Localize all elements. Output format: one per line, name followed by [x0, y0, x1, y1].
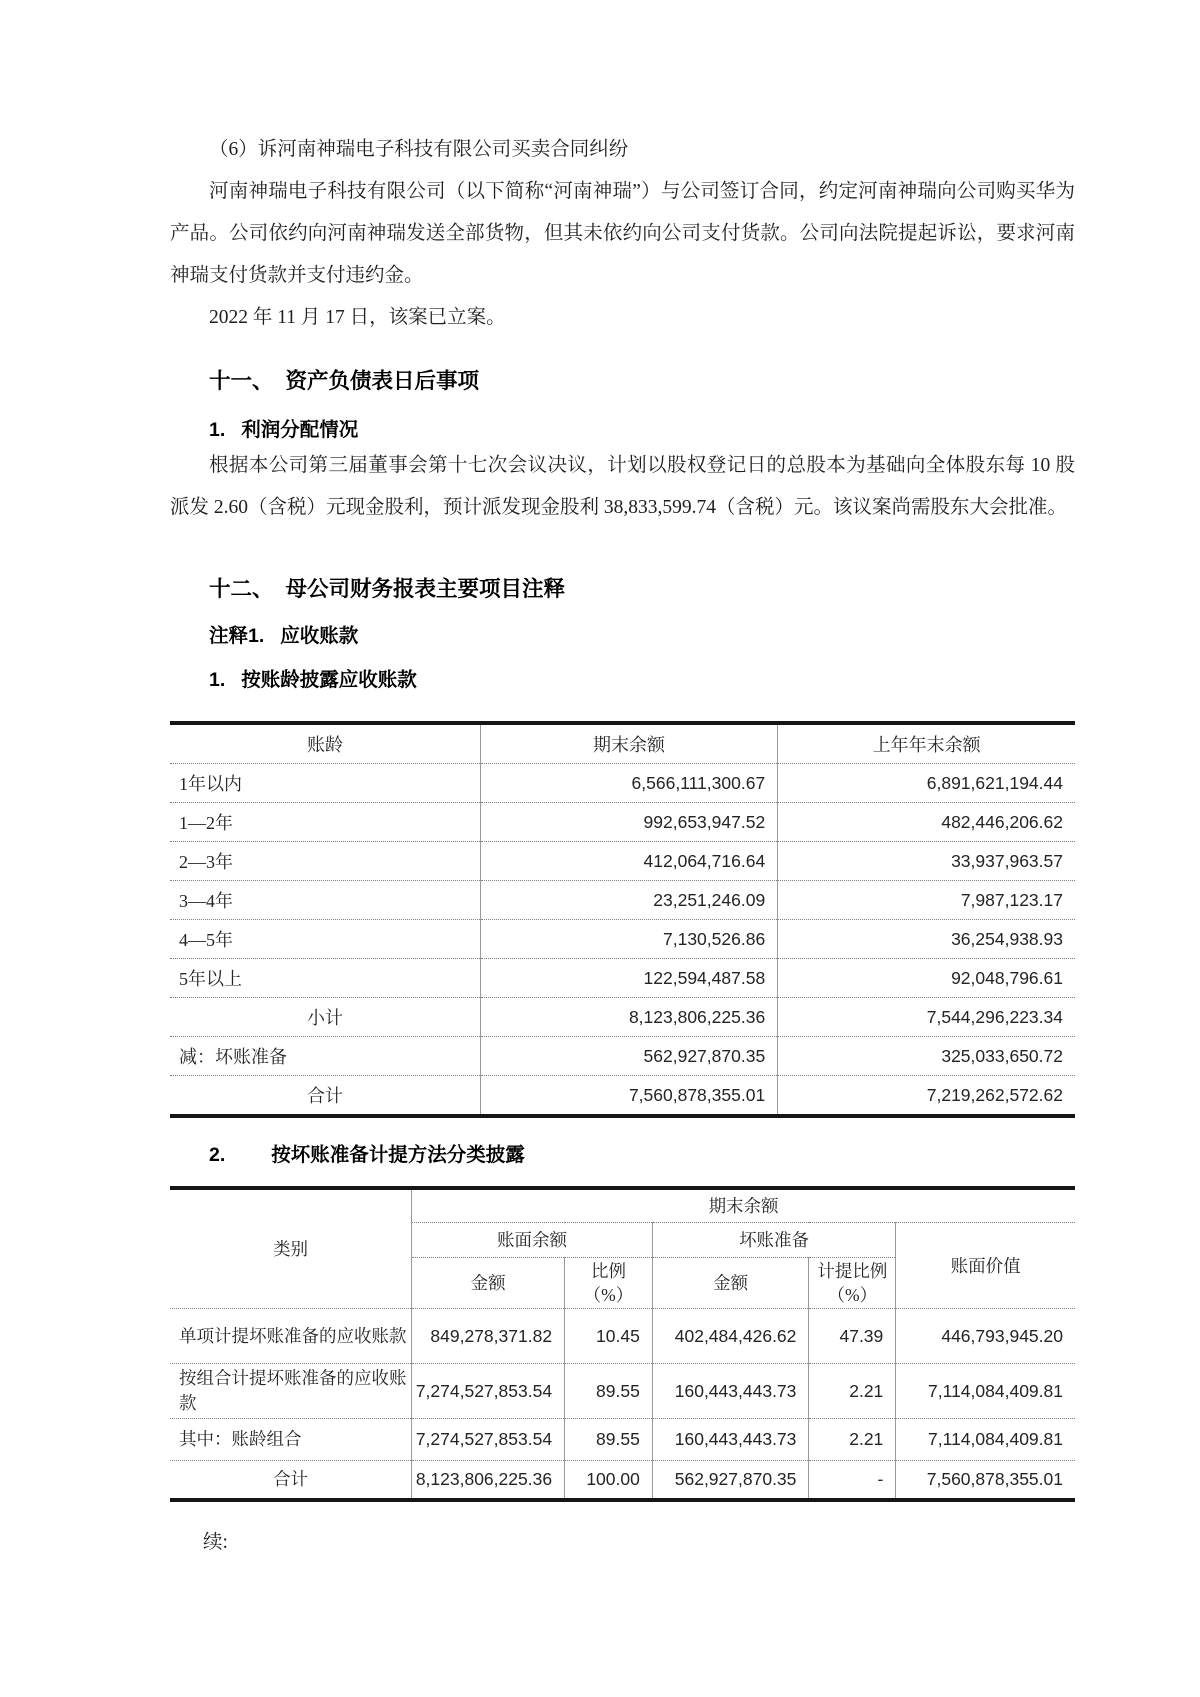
- provision-method-number: 2.: [209, 1144, 226, 1166]
- prior-value-cell: 482,446,206.62: [778, 803, 1075, 842]
- provision-ratio-header-line2: （%）: [827, 1285, 878, 1305]
- prior-value-cell: 7,987,123.17: [778, 881, 1075, 920]
- book-value-cell: 7,560,878,355.01: [896, 1461, 1075, 1501]
- ratio-cell: 89.55: [565, 1364, 653, 1419]
- closing-value-cell: 122,594,487.58: [480, 959, 777, 998]
- table-row: [170, 1419, 1075, 1461]
- closing-value-cell: 23,251,246.09: [480, 881, 777, 920]
- provision-table: [170, 1186, 1075, 1502]
- prior-value-cell: 325,033,650.72: [778, 1037, 1075, 1076]
- book-value-cell: 7,114,084,409.81: [896, 1419, 1075, 1461]
- amount-header-cell: 金额: [412, 1258, 565, 1309]
- litigation-date-line: 2022 年 11 月 17 日，该案已立案。: [209, 307, 506, 328]
- ratio-header-line2: （%）: [583, 1285, 634, 1305]
- total-row: [170, 1076, 1075, 1117]
- aging-disclosure-title: 按账龄披露应收账款: [241, 669, 417, 691]
- closing-value-cell: 992,653,947.52: [480, 803, 777, 842]
- less-provision-label-cell: 减：坏账准备: [170, 1037, 480, 1076]
- bad-ratio-cell: 2.21: [809, 1419, 896, 1461]
- book-value-cell: 446,793,945.20: [896, 1309, 1075, 1364]
- book-value-cell: 7,114,084,409.81: [896, 1364, 1075, 1419]
- provision-method-heading: [170, 1140, 1075, 1170]
- prior-value-cell: 6,891,621,194.44: [778, 764, 1075, 803]
- subtotal-row: [170, 998, 1075, 1037]
- closing-value-cell: 6,566,111,300.67: [480, 764, 777, 803]
- table-row: [170, 764, 1075, 803]
- section-11-sub1-number: 1.: [209, 419, 226, 441]
- prior-value-cell: 7,544,296,223.34: [778, 998, 1075, 1037]
- section-12-heading: [170, 573, 1075, 605]
- category-cell: 其中：账龄组合: [170, 1419, 412, 1461]
- closing-value-cell: 8,123,806,225.36: [480, 998, 777, 1037]
- aging-table-header-row: [170, 723, 1075, 764]
- category-cell: 单项计提坏账准备的应收账款: [170, 1309, 412, 1364]
- continued-label: 续:: [203, 1532, 228, 1553]
- table-row: [170, 1364, 1075, 1419]
- closing-balance-header-cell: 期末余额: [480, 723, 777, 764]
- table-row: [170, 1037, 1075, 1076]
- amount-cell: 7,274,527,853.54: [412, 1419, 565, 1461]
- closing-value-cell: 7,130,526.86: [480, 920, 777, 959]
- amount-cell: 7,274,527,853.54: [412, 1364, 565, 1419]
- subtotal-label-cell: 小计: [170, 998, 480, 1037]
- ratio-cell: 10.45: [565, 1309, 653, 1364]
- book-value-header-cell: 账面价值: [896, 1223, 1075, 1309]
- closing-value-cell: 412,064,716.64: [480, 842, 777, 881]
- profit-distribution-body: 根据本公司第三届董事会第十七次会议决议，计划以股权登记日的总股本为基础向全体股东每 10 股派发 2.60（含税）元现金股利，预计派发现金股利 38,833,599.74（含税）元。该议案尚需股东大会批准。: [170, 455, 1075, 518]
- bad-amount-cell: 402,484,426.62: [652, 1309, 809, 1364]
- prior-value-cell: 92,048,796.61: [778, 959, 1075, 998]
- ratio-header-line1: 比例: [590, 1261, 626, 1281]
- provision-header-row-1: [170, 1188, 1075, 1223]
- total-row: [170, 1461, 1075, 1501]
- aging-label-cell: 2—3年: [170, 842, 480, 881]
- table-row: [170, 803, 1075, 842]
- table-row: [170, 842, 1075, 881]
- aging-label-cell: 1年以内: [170, 764, 480, 803]
- category-header-cell: 类别: [170, 1188, 412, 1309]
- provision-method-title: 按坏账准备计提方法分类披露: [271, 1144, 525, 1166]
- bad-amount-cell: 160,443,443.73: [652, 1419, 809, 1461]
- ratio-cell: 100.00: [565, 1461, 653, 1501]
- page-content: [170, 0, 1075, 1558]
- note-1-title: 应收账款: [280, 625, 359, 647]
- section-11-heading: [170, 365, 1075, 397]
- bad-ratio-cell: -: [809, 1461, 896, 1501]
- book-balance-group-header: 账面余额: [412, 1223, 653, 1258]
- aging-disclosure-number: 1.: [209, 669, 226, 691]
- note-1-number: 注释1.: [209, 625, 265, 647]
- provision-ratio-header-line1: 计提比例: [817, 1261, 888, 1281]
- prior-value-cell: 33,937,963.57: [778, 842, 1075, 881]
- section-11-number: 十一、: [209, 369, 274, 393]
- aging-disclosure-heading: [170, 665, 1075, 695]
- note-1-heading: [170, 621, 1075, 651]
- aging-label-cell: 1—2年: [170, 803, 480, 842]
- section-12-number: 十二、: [209, 577, 274, 601]
- ratio-header-cell: [565, 1258, 653, 1309]
- total-label-cell: 合计: [170, 1461, 412, 1501]
- amount-cell: 849,278,371.82: [412, 1309, 565, 1364]
- category-cell: 按组合计提坏账准备的应收账款: [170, 1364, 412, 1419]
- bad-amount-cell: 160,443,443.73: [652, 1364, 809, 1419]
- litigation-item-title: （6）诉河南神瑞电子科技有限公司买卖合同纠纷: [209, 139, 629, 160]
- litigation-body: 河南神瑞电子科技有限公司（以下简称“河南神瑞”）与公司签订合同，约定河南神瑞向公司购买华为产品。公司依约向河南神瑞发送全部货物，但其未依约向公司支付货款。公司向法院提起诉讼，要求河南神瑞支付货款并支付违约金。: [170, 181, 1075, 286]
- aging-label-cell: 5年以上: [170, 959, 480, 998]
- total-label-cell: 合计: [170, 1076, 480, 1117]
- prior-value-cell: 36,254,938.93: [778, 920, 1075, 959]
- aging-header-cell: 账龄: [170, 723, 480, 764]
- bad-ratio-cell: 2.21: [809, 1364, 896, 1419]
- section-12-title: 母公司财务报表主要项目注释: [285, 577, 566, 601]
- bad-ratio-cell: 47.39: [809, 1309, 896, 1364]
- bad-amount-cell: 562,927,870.35: [652, 1461, 809, 1501]
- bad-amount-header-cell: 金额: [652, 1258, 809, 1309]
- closing-balance-group-header: 期末余额: [412, 1188, 1075, 1223]
- prior-value-cell: 7,219,262,572.62: [778, 1076, 1075, 1117]
- table-row: [170, 959, 1075, 998]
- aging-label-cell: 3—4年: [170, 881, 480, 920]
- aging-table: [170, 721, 1075, 1118]
- provision-ratio-header-cell: [809, 1258, 896, 1309]
- prior-balance-header-cell: 上年年末余额: [778, 723, 1075, 764]
- amount-cell: 8,123,806,225.36: [412, 1461, 565, 1501]
- section-11-sub1-title: 利润分配情况: [241, 419, 359, 441]
- aging-label-cell: 4—5年: [170, 920, 480, 959]
- closing-value-cell: 562,927,870.35: [480, 1037, 777, 1076]
- table-row: [170, 881, 1075, 920]
- section-11-title: 资产负债表日后事项: [285, 369, 480, 393]
- closing-value-cell: 7,560,878,355.01: [480, 1076, 777, 1117]
- ratio-cell: 89.55: [565, 1419, 653, 1461]
- table-row: [170, 1309, 1075, 1364]
- bad-debt-group-header: 坏账准备: [652, 1223, 895, 1258]
- table-row: [170, 920, 1075, 959]
- section-11-sub1-heading: [170, 415, 1075, 445]
